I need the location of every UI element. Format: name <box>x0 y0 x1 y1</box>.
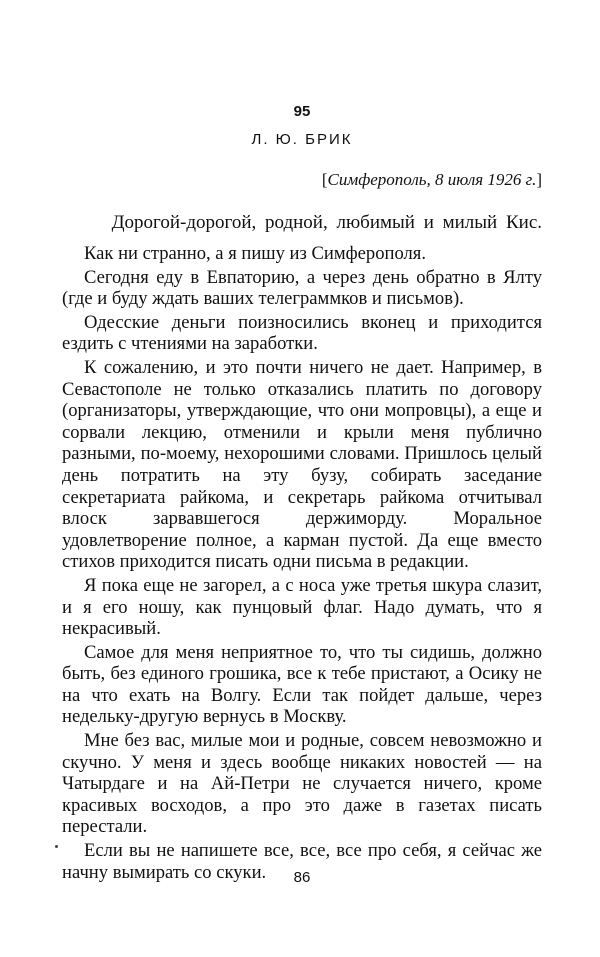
dateline-place-date: Симферополь, 8 июля 1926 г. <box>327 170 537 189</box>
page-number: 86 <box>293 869 311 886</box>
paragraph: Сегодня еду в Евпаторию, а через день обратно в Ялту (где и буду ждать ваших телеграммков и письмов). <box>62 266 542 310</box>
paragraph: Как ни странно, а я пишу из Симферополя. <box>84 243 426 264</box>
dateline-open-bracket: [ <box>321 170 328 189</box>
dateline-close-bracket: ] <box>536 170 542 189</box>
margin-speck <box>55 845 58 848</box>
paragraph: Мне без вас, милые мои и родные, совсем невозможно и скучно. У меня и здесь вообще никаких новостей — на Чатырдаге и на Ай-Петри не случается ничего, кроме красивых восходов, а про это даже в газетах писать перестали. <box>62 730 542 838</box>
paragraph: Самое для меня неприятное то, что ты сидишь, должно быть, без единого грошика, все к тебе пристают, а Осику не на что ехать на Волгу. Если так пойдет дальше, через недельку-другую вернусь в Москву. <box>62 641 542 728</box>
paragraph: Если вы не напишете все, все, все про себя, я сейчас же начну вымирать со скуки. <box>62 840 542 883</box>
letter-number: 95 <box>293 103 311 120</box>
letter-addressee: Л. Ю. БРИК <box>251 131 353 148</box>
paragraph: Одесские деньги поизносились вконец и приходится ездить с чтениями на заработки. <box>62 311 542 355</box>
paragraph: Я пока еще не загорел, а с носа уже третья шкура слазит, и я его ношу, как пунцовый флаг. Надо думать, что я некрасивый. <box>62 574 542 640</box>
letter-body <box>62 243 542 885</box>
letter-dateline <box>322 170 542 190</box>
paragraph: К сожалению, и это почти ничего не дает. Например, в Севастополе не только отказались платить по договору (организаторы, утверждающие, что они мопровцы), а еще и сорвали лекцию, отменили и крыли меня публично разными, по-моему, нехорошими словами. Пришлось целый день потратить на эту бузу, собирать заседание секретариата райкома, и секретарь райкома отчитывал влоск зарвавшегося держиморду. Моральное удовлетворение полное, а карман пустой. Да еще вместо стихов приходится писать одни письма в редакции. <box>62 356 542 573</box>
letter-salutation: Дорогой-дорогой, родной, любимый и милый Кис. <box>111 212 542 233</box>
